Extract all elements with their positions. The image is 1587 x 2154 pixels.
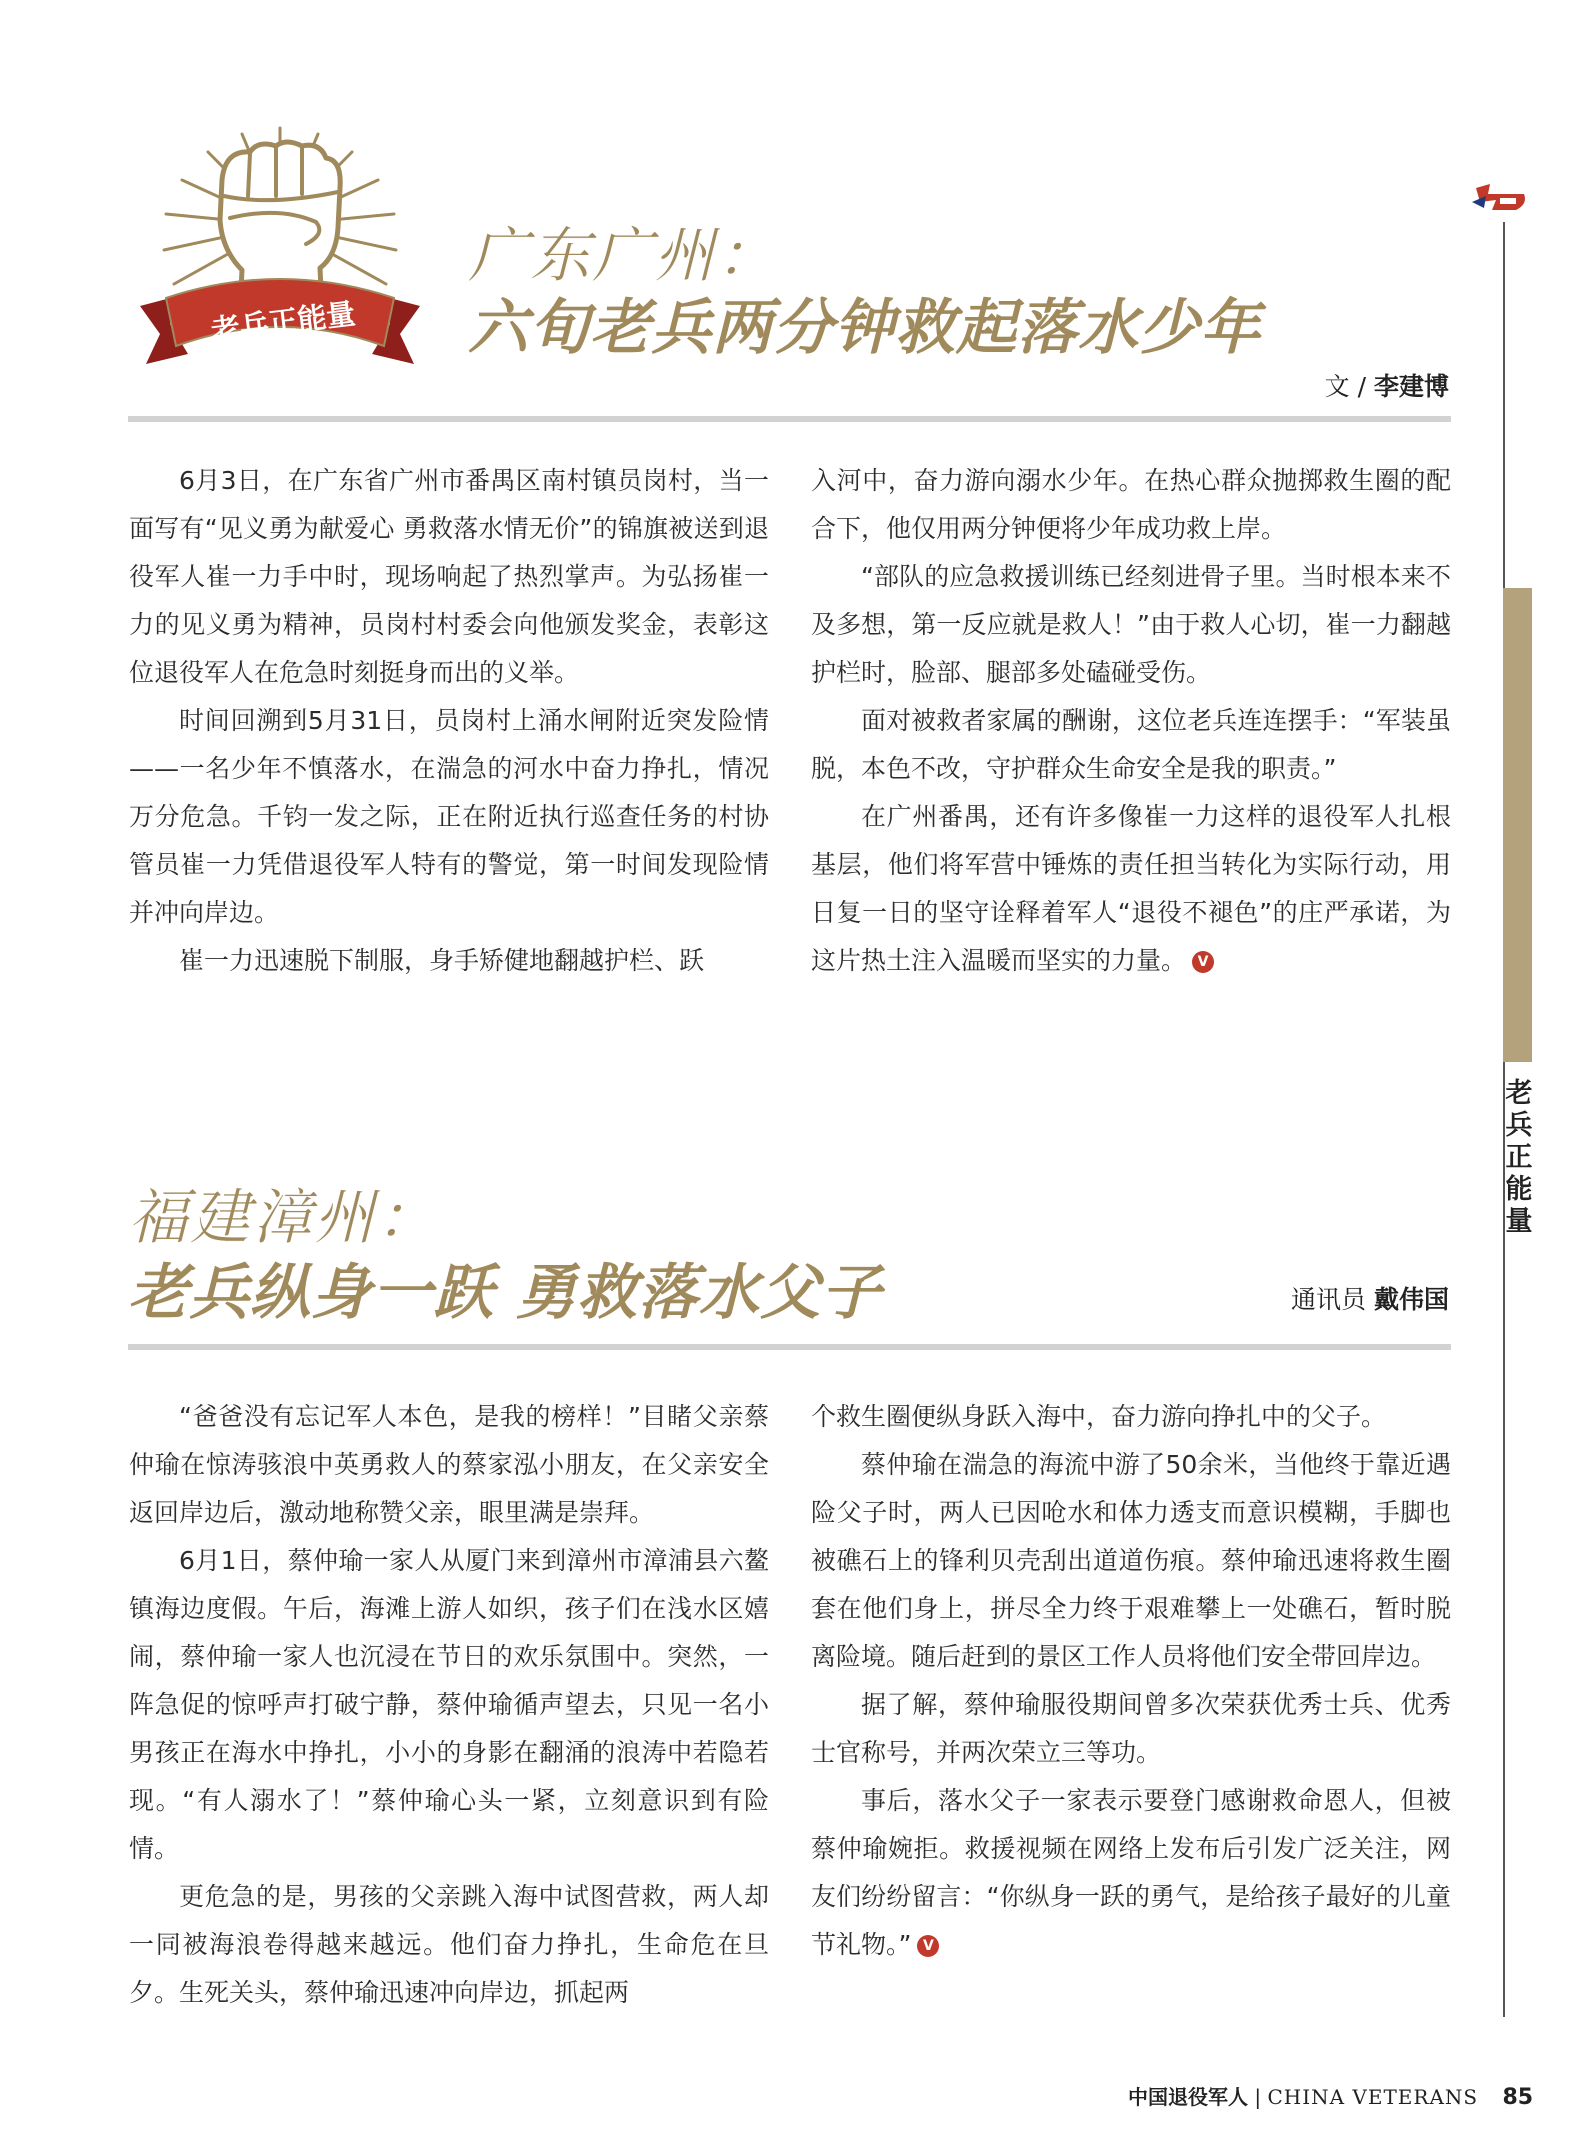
fist-emblem-icon — [130, 110, 430, 400]
article2-divider — [128, 1344, 1451, 1350]
paragraph: 时间回溯到5月31日，员岗村上涌水闸附近突发险情——一名少年不慎落水，在湍急的河水中奋力挣扎，情况万分危急。千钧一发之际，正在附近执行巡查任务的村协管员崔一力凭借退役军人特有的警觉，第一时间发现险情并冲向岸边。 — [129, 706, 769, 927]
footer-separator: | — [1254, 2085, 1262, 2109]
paragraph-text: 在广州番禺，还有许多像崔一力这样的退役军人扎根基层，他们将军营中锤炼的责任担当转化为实际行动，用日复一日的坚守诠释着军人“退役不褪色”的庄严承诺，为这片热土注入温暖而坚实的力量。 — [811, 802, 1451, 975]
paragraph: “爸爸没有忘记军人本色，是我的榜样！”目睹父亲蔡仲瑜在惊涛骇浪中英勇救人的蔡家泓小朋友，在父亲安全返回岸边后，激动地称赞父亲，眼里满是崇拜。 — [129, 1402, 769, 1527]
article1-author: 李建博 — [1373, 372, 1449, 401]
page-footer — [1128, 2081, 1533, 2110]
paragraph: 崔一力迅速脱下制服，身手矫健地翻越护栏、跃 — [179, 946, 705, 975]
section-marker-bar — [1503, 588, 1532, 1062]
article2-region-title: 福建漳州： — [128, 1183, 438, 1253]
paragraph: 个救生圈便纵身跃入海中，奋力游向挣扎中的父子。 — [811, 1402, 1387, 1431]
article2-headline: 老兵纵身一跃 勇救落水父子 — [128, 1258, 882, 1328]
page-number: 85 — [1502, 2085, 1534, 2110]
paragraph: 面对被救者家属的酬谢，这位老兵连连摆手：“军装虽脱，本色不改，守护群众生命安全是我的职责。” — [811, 706, 1451, 783]
byline-prefix: 通讯员 — [1291, 1285, 1374, 1314]
article1-byline — [1325, 367, 1449, 403]
paragraph: “部队的应急救援训练已经刻进骨子里。当时根本来不及多想，第一反应就是救人！”由于救人心切，崔一力翻越护栏时，脸部、腿部多处磕碰受伤。 — [811, 562, 1451, 687]
article2-left-column — [129, 1393, 769, 2017]
article2-byline — [1291, 1280, 1449, 1316]
footer-magazine-name: 中国退役军人 — [1128, 2085, 1248, 2109]
footer-english-name: CHINA VETERANS — [1267, 2085, 1479, 2109]
article2-right-column — [811, 1393, 1451, 1969]
paragraph — [811, 793, 1451, 985]
paragraph — [811, 1777, 1451, 1969]
end-mark-icon: V — [917, 1935, 939, 1957]
article1-left-column — [129, 457, 769, 985]
section-side-label: 老兵正能量 — [1505, 1078, 1533, 1237]
emblem-banner-text: 老兵正能量 — [209, 296, 358, 348]
article1-headline: 六旬老兵两分钟救起落水少年 — [468, 293, 1261, 363]
article1-region-title: 广东广州： — [468, 221, 778, 291]
end-mark-icon: V — [1192, 951, 1214, 973]
article1-divider — [128, 416, 1451, 422]
article2-author: 戴伟国 — [1373, 1285, 1449, 1314]
paragraph: 6月3日，在广东省广州市番禺区南村镇员岗村，当一面写有“见义勇为献爱心 勇救落水情无价”的锦旗被送到退役军人崔一力手中时，现场响起了热烈掌声。为弘扬崔一力的见义勇为精神，员岗村村委会向他颁发奖金，表彰这位退役军人在危急时刻挺身而出的义举。 — [129, 466, 769, 687]
paragraph-text: 事后，落水父子一家表示要登门感谢救命恩人，但被蔡仲瑜婉拒。救援视频在网络上发布后引发广泛关注，网友们纷纷留言：“你纵身一跃的勇气，是给孩子最好的儿童节礼物。” — [811, 1786, 1451, 1959]
article1-right-column — [811, 457, 1451, 985]
magazine-logo-icon — [1470, 180, 1530, 216]
byline-prefix: 文 / — [1324, 372, 1374, 401]
paragraph: 据了解，蔡仲瑜服役期间曾多次荣获优秀士兵、优秀士官称号，并两次荣立三等功。 — [811, 1690, 1451, 1767]
paragraph: 6月1日，蔡仲瑜一家人从厦门来到漳州市漳浦县六鳌镇海边度假。午后，海滩上游人如织，孩子们在浅水区嬉闹，蔡仲瑜一家人也沉浸在节日的欢乐氛围中。突然，一阵急促的惊呼声打破宁静，蔡仲瑜循声望去，只见一名小男孩正在海水中挣扎，小小的身影在翻涌的浪涛中若隐若现。“有人溺水了！”蔡仲瑜心头一紧，立刻意识到有险情。 — [129, 1546, 769, 1863]
paragraph: 蔡仲瑜在湍急的海流中游了50余米，当他终于靠近遇险父子时，两人已因呛水和体力透支而意识模糊，手脚也被礁石上的锋利贝壳刮出道道伤痕。蔡仲瑜迅速将救生圈套在他们身上，拼尽全力终于艰难攀上一处礁石，暂时脱离险境。随后赶到的景区工作人员将他们安全带回岸边。 — [811, 1450, 1451, 1671]
paragraph: 更危急的是，男孩的父亲跳入海中试图营救，两人却一同被海浪卷得越来越远。他们奋力挣扎，生命危在旦夕。生死关头，蔡仲瑜迅速冲向岸边，抓起两 — [129, 1882, 769, 2007]
paragraph: 入河中，奋力游向溺水少年。在热心群众抛掷救生圈的配合下，他仅用两分钟便将少年成功救上岸。 — [811, 466, 1451, 543]
